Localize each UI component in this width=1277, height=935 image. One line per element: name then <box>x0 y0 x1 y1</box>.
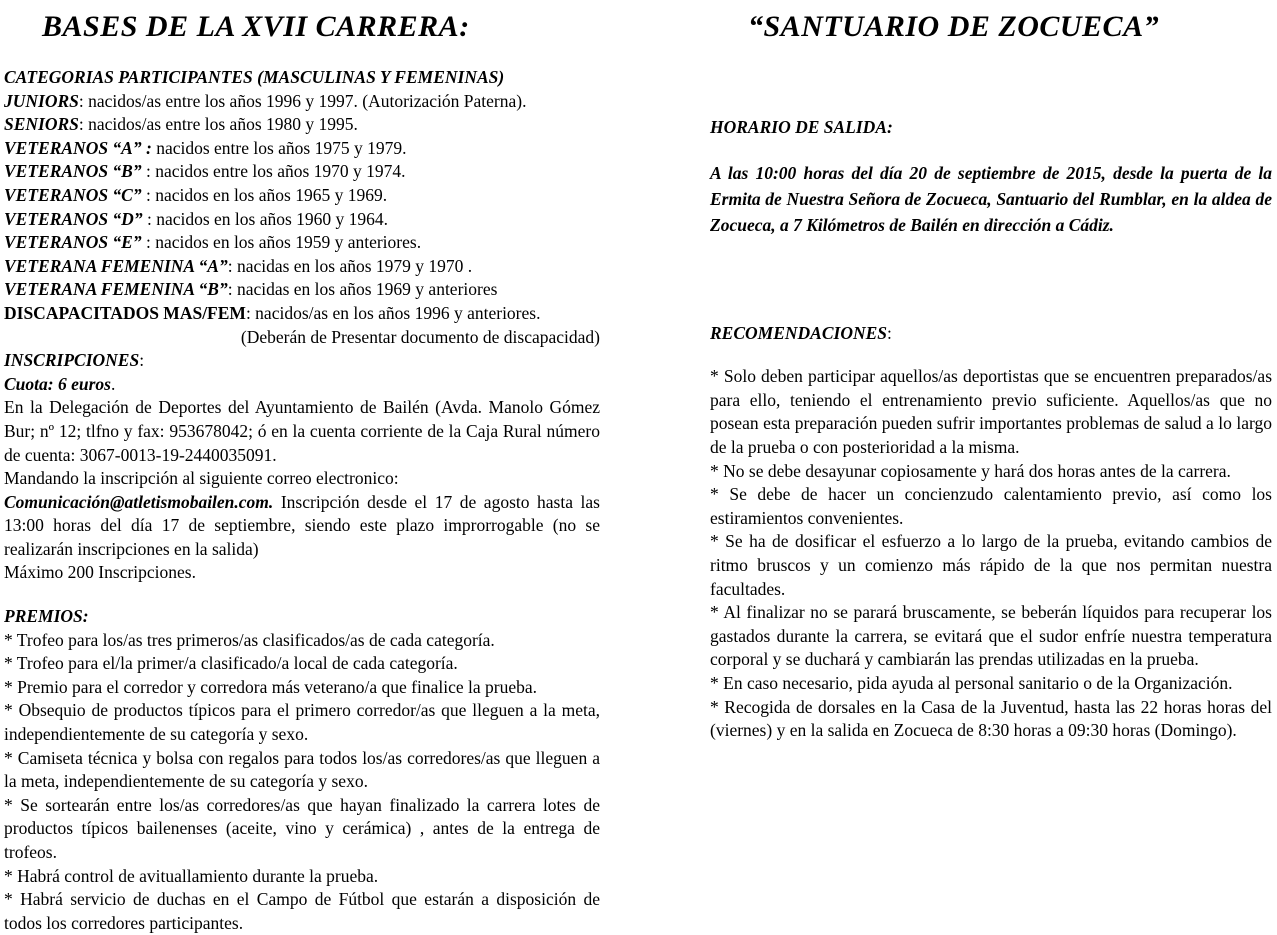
category-description: : nacidos en los años 1959 y anteriores. <box>141 232 422 253</box>
prizes-heading: PREMIOS: <box>4 606 89 627</box>
category-label: SENIORS <box>4 114 79 135</box>
spacer-after-recommendations-heading <box>710 345 1272 365</box>
recommendations-heading-text: RECOMENDACIONES <box>710 322 887 343</box>
category-label: DISCAPACITADOS MAS/FEM <box>4 302 246 323</box>
spacer-before-recommendations-2 <box>710 288 1272 322</box>
category-row <box>4 113 600 137</box>
category-label: VETERANOS “E” <box>4 232 142 253</box>
prize-item: * Habrá control de avituallamiento durante la prueba. <box>4 865 379 886</box>
category-row <box>4 160 600 184</box>
right-column <box>710 66 1272 743</box>
category-label: VETERANA FEMENINA “B” <box>4 279 228 300</box>
prizes-list <box>4 629 600 935</box>
prize-item: * Trofeo para los/as tres primeros/as clasificados/as de cada categoría. <box>4 629 495 650</box>
prize-item: * Camiseta técnica y bolsa con regalos para todos los/as corredores/as que lleguen a la meta, independientemente de su categoría y sexo. <box>4 747 600 792</box>
prize-item: * Obsequio de productos típicos para el primero corredor/as que lleguen a la meta, independientemente de su categoría y sexo. <box>4 700 600 745</box>
category-description: : nacidos en los años 1960 y 1964. <box>142 208 389 229</box>
recommendation-item: * En caso necesario, pida ayuda al personal sanitario o de la Organización. <box>710 672 1233 693</box>
page-title-left: BASES DE LA XVII CARRERA: <box>42 10 470 43</box>
spacer-after-schedule-heading <box>710 140 1272 160</box>
category-description: : nacidas en los años 1979 y 1970 . <box>227 255 473 276</box>
page-title-right: “SANTUARIO DE ZOCUECA” <box>748 10 1160 43</box>
schedule-heading: HORARIO DE SALIDA: <box>710 117 893 137</box>
category-label: VETERANOS “B” <box>4 161 142 182</box>
recommendations-list <box>710 365 1272 743</box>
inscriptions-heading-text: INSCRIPCIONES <box>4 350 140 371</box>
inscription-paragraph: En la Delegación de Deportes del Ayuntamiento de Bailén (Avda. Manolo Gómez Bur; nº 12; tlfno y fax: 953678042; ó en la cuenta corriente de la Caja Rural número de cuenta: 3067-0013-19-2440035091. <box>4 397 600 465</box>
category-row <box>4 208 600 232</box>
recommendation-item: * Recogida de dorsales en la Casa de la Juventud, hasta las 22 horas horas del (viernes) y en la salida en Zocueca de 8:30 horas a 09:30 horas (Domingo). <box>710 696 1272 741</box>
prize-item: * Trofeo para el/la primer/a clasificado/a local de cada categoría. <box>4 653 458 674</box>
category-label: VETERANOS “C” <box>4 184 142 205</box>
category-description: : nacidos/as en los años 1996 y anteriores. <box>245 302 541 323</box>
spacer-before-recommendations <box>710 238 1272 288</box>
recommendation-item: * Al finalizar no se parará bruscamente, se beberán líquidos para recuperar los gastados durante la carrera, se evitará que el sudor enfríe nuestra temperatura corporal y se duchará y cambiarán las prendas utilizadas en la prueba. <box>710 602 1272 670</box>
recommendation-item: * Solo deben participar aquellos/as deportistas que se encuentren preparados/as para ello, teniendo el entrenamiento previo suficiente. Aquellos/as que no posean esta preparación pueden sufrir importantes problemas de salud a lo largo de la prueba o con posterioridad a la misma. <box>710 366 1272 457</box>
fee-line <box>4 373 600 397</box>
inscriptions-heading <box>4 349 600 373</box>
category-row <box>4 278 600 302</box>
category-label: VETERANOS “A” : <box>4 137 152 158</box>
category-label: VETERANOS “D” <box>4 208 143 229</box>
recommendation-item: * Se debe de hacer un concienzudo calentamiento previo, así como los estiramientos convenientes. <box>710 484 1272 528</box>
category-description: : nacidos/as entre los años 1996 y 1997. (Autorización Paterna). <box>78 90 527 111</box>
email-paragraph-rest: Inscripción desde el 17 de agosto hasta las 13:00 horas del día 17 de septiembre, siendo este plazo improrrogable (no se realizarán inscripciones en la salida) <box>4 491 600 559</box>
disability-note: (Deberán de Presentar documento de discapacidad) <box>240 326 600 347</box>
category-row <box>4 184 600 208</box>
category-row <box>4 90 600 114</box>
categories-list <box>4 90 600 326</box>
category-description: : nacidos en los años 1965 y 1969. <box>141 184 388 205</box>
spacer-top-right <box>710 66 1272 116</box>
category-row <box>4 231 600 255</box>
category-row <box>4 302 600 326</box>
category-row <box>4 137 600 161</box>
spacer-before-prizes <box>4 585 600 605</box>
categories-heading: CATEGORIAS PARTICIPANTES (MASCULINAS Y FEMENINAS) <box>4 67 505 87</box>
inscriptions-heading-colon: : <box>139 350 145 371</box>
category-description: nacidos entre los años 1975 y 1979. <box>151 137 407 158</box>
prize-item: * Se sortearán entre los/as corredores/as que hayan finalizado la carrera lotes de productos típicos bailenenses (aceite, vino y cerámica) , antes de la entrega de trofeos. <box>4 794 600 862</box>
email-paragraph <box>4 491 600 562</box>
email-intro: Mandando la inscripción al siguiente correo electronico: <box>4 468 399 489</box>
recommendation-item: * No se debe desayunar copiosamente y hará dos horas antes de la carrera. <box>710 460 1231 481</box>
category-description: : nacidos entre los años 1970 y 1974. <box>141 161 406 182</box>
prize-item: * Habrá servicio de duchas en el Campo de Fútbol que estarán a disposición de todos los corredores participantes. <box>4 889 600 933</box>
category-row <box>4 255 600 279</box>
fee-amount: Cuota: 6 euros <box>4 373 111 394</box>
recommendations-heading <box>710 322 1272 346</box>
schedule-paragraph: A las 10:00 horas del día 20 de septiembre de 2015, desde la puerta de la Ermita de Nuestra Señora de Zocueca, Santuario del Rumblar, en la aldea de Zocueca, a 7 Kilómetros de Bailén en dirección a Cádiz. <box>710 162 1272 235</box>
recommendations-heading-colon: : <box>887 322 892 343</box>
fee-period: . <box>110 373 116 394</box>
prize-item: * Premio para el corredor y corredora más veterano/a que finalice la prueba. <box>4 676 538 697</box>
category-label: VETERANA FEMENINA “A” <box>4 255 228 276</box>
email-address: Comunicación@atletismobailen.com. <box>4 491 274 512</box>
max-inscriptions: Máximo 200 Inscripciones. <box>4 562 196 583</box>
category-label: JUNIORS <box>4 90 79 111</box>
category-description: : nacidos/as entre los años 1980 y 1995. <box>78 114 358 135</box>
recommendation-item: * Se ha de dosificar el esfuerzo a lo largo de la prueba, evitando cambios de ritmo bruscos y un comienzo más rápido de la que nos permitan nuestra facultades. <box>710 531 1272 599</box>
category-description: : nacidas en los años 1969 y anteriores <box>227 279 498 300</box>
left-column <box>4 66 600 935</box>
